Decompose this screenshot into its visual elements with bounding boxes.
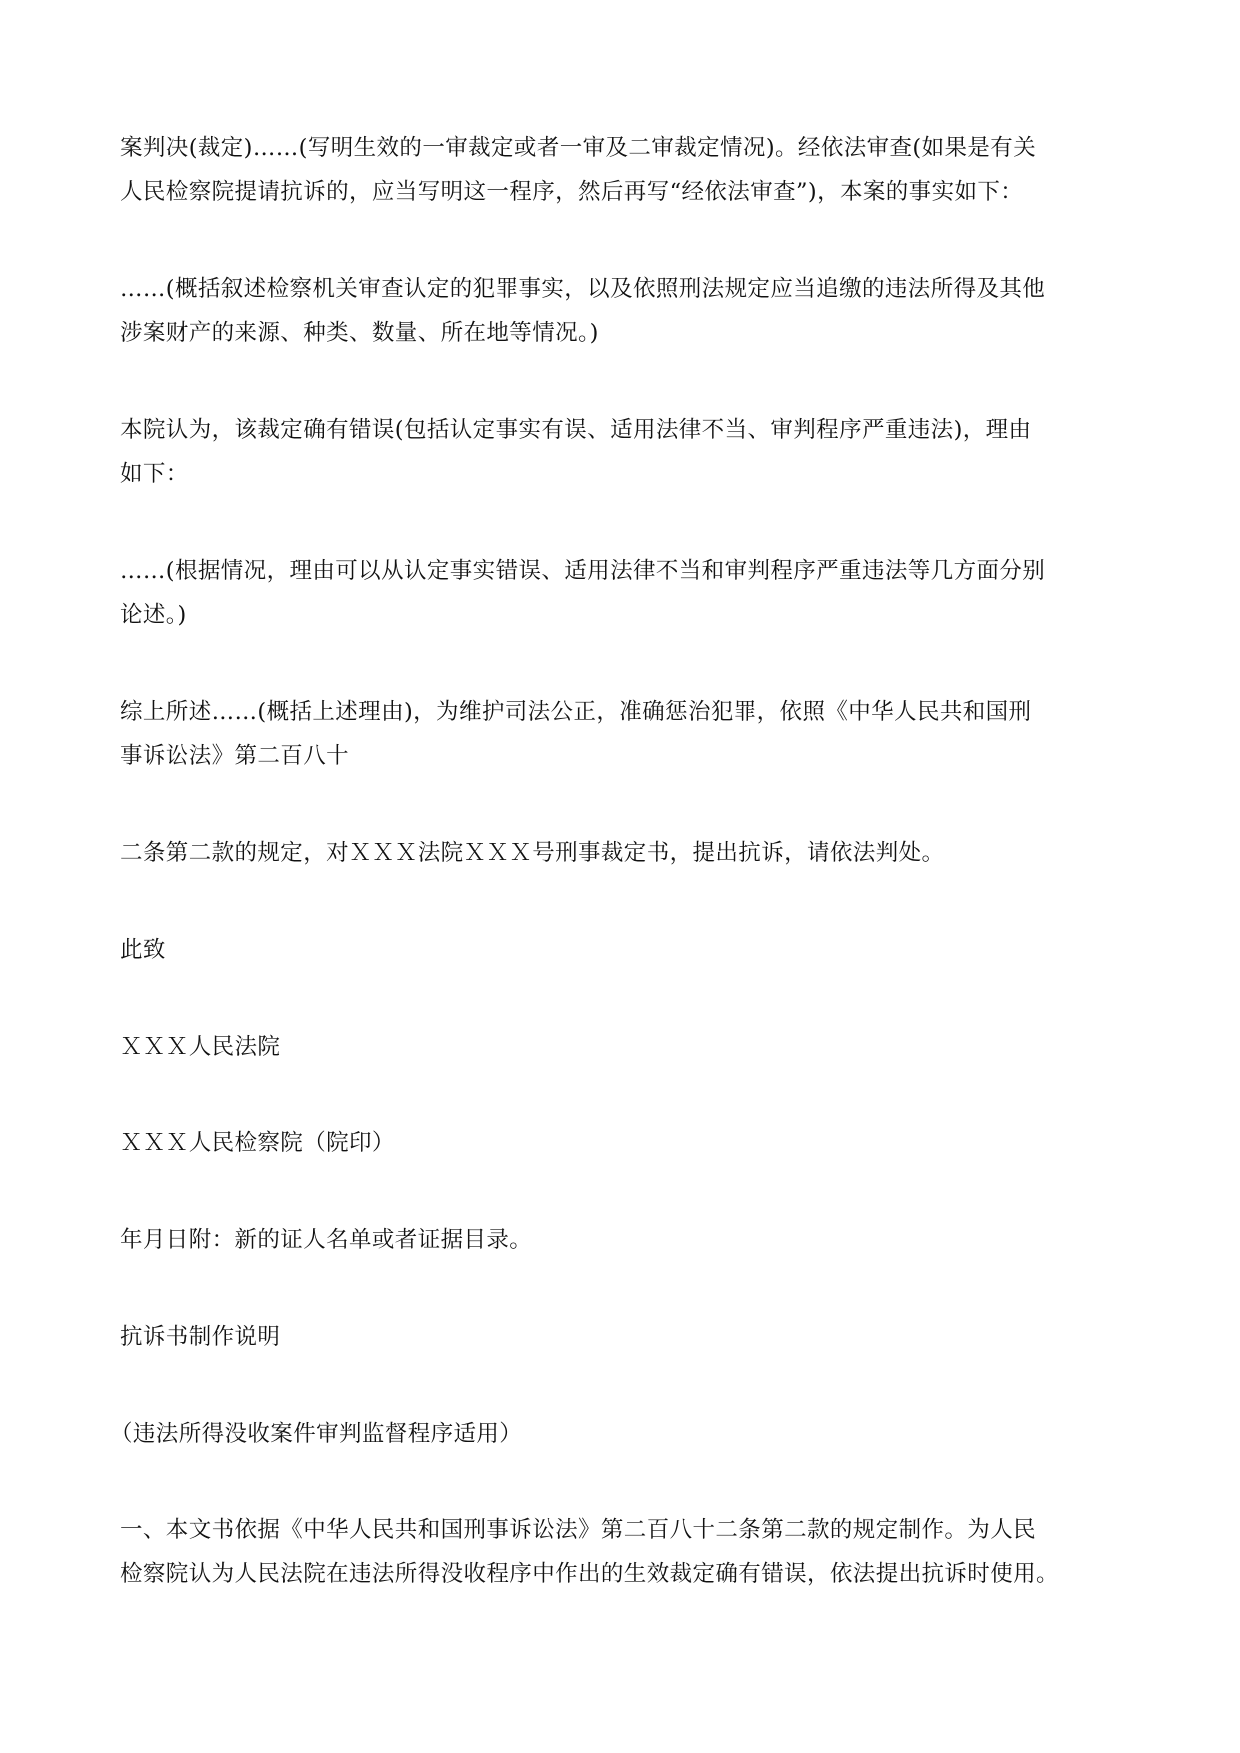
- paragraph-protest-request: [120, 831, 1120, 875]
- text-line: 一、本文书依据《中华人民共和国刑事诉讼法》第二百八十二条第二款的规定制作。为人民: [120, 1517, 1037, 1543]
- text-line: 如下：: [120, 461, 189, 487]
- paragraph-court-opinion: [120, 408, 1120, 496]
- text-line: 案判决(裁定)……(写明生效的一审裁定或者一审及二审裁定情况)。经依法审查(如果是有关: [120, 135, 1037, 161]
- text-line: 年月日附：新的证人名单或者证据目录。: [120, 1227, 533, 1253]
- paragraph-date-attachment: [120, 1218, 1120, 1262]
- text-line: ＸＸＸ人民检察院（院印）: [120, 1130, 395, 1156]
- paragraph-summary: [120, 690, 1120, 778]
- paragraph-recipient-court: [120, 1025, 1120, 1069]
- text-line: 此致: [120, 937, 166, 963]
- text-line: ＸＸＸ人民法院: [120, 1034, 281, 1060]
- text-line: 二条第二款的规定，对ＸＸＸ法院ＸＸＸ号刑事裁定书，提出抗诉，请依法判处。: [120, 840, 945, 866]
- paragraph-reasons: [120, 549, 1120, 637]
- text-line: ……(概括叙述检察机关审查认定的犯罪事实，以及依照刑法规定应当追缴的违法所得及其他: [120, 276, 1046, 302]
- text-line: 综上所述……(概括上述理由)，为维护司法公正，准确惩治犯罪，依照《中华人民共和国刑: [120, 699, 1032, 725]
- text-line: 事诉讼法》第二百八十: [120, 743, 350, 769]
- section-title: [120, 1315, 1120, 1359]
- text-line: 论述。): [120, 602, 187, 628]
- paragraph-salutation: [120, 928, 1120, 972]
- text-line: 本院认为，该裁定确有错误(包括认定事实有误、适用法律不当、审判程序严重违法)，理由: [120, 417, 1032, 443]
- text-line: ……(根据情况，理由可以从认定事实错误、适用法律不当和审判程序严重违法等几方面分别: [120, 558, 1046, 584]
- paragraph-procuratorate-seal: [120, 1121, 1120, 1165]
- text-line: 涉案财产的来源、种类、数量、所在地等情况。): [120, 320, 599, 346]
- paragraph-facts: [120, 267, 1120, 355]
- paragraph-instruction-1: [120, 1508, 1120, 1596]
- section-subtitle: [110, 1412, 1110, 1456]
- paragraph-case-judgment: [120, 126, 1120, 214]
- text-line: 检察院认为人民法院在违法所得没收程序中作出的生效裁定确有错误，依法提出抗诉时使用。: [120, 1561, 1059, 1587]
- text-line: （违法所得没收案件审判监督程序适用）: [110, 1421, 523, 1447]
- text-line: 人民检察院提请抗诉的，应当写明这一程序，然后再写“经依法审查”)，本案的事实如下：: [120, 179, 1024, 205]
- text-line: 抗诉书制作说明: [120, 1324, 281, 1350]
